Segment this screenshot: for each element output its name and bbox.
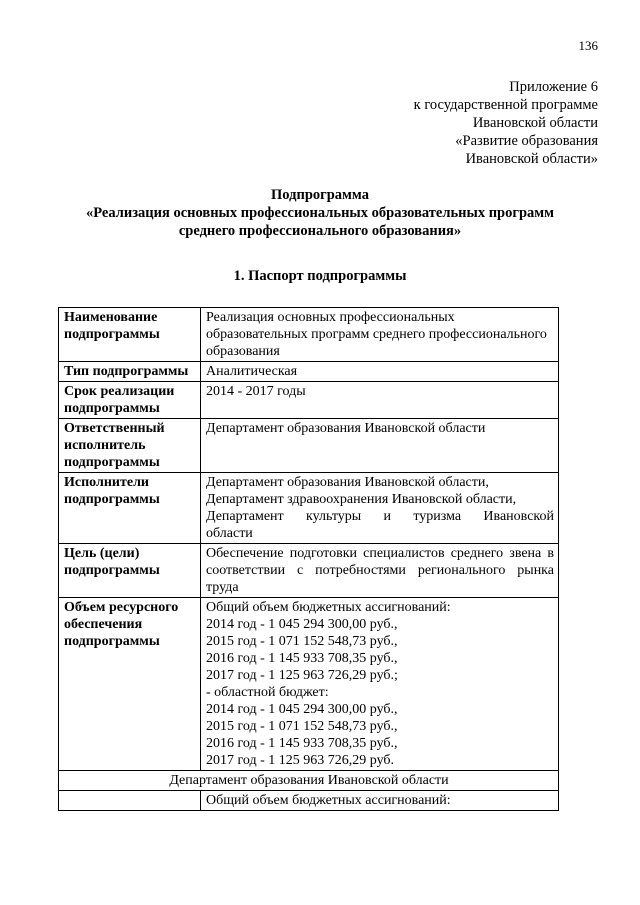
appendix-line: Ивановской области»: [465, 151, 598, 167]
appendix-line: Ивановской области: [472, 115, 598, 131]
value-line: Департамент здравоохранения Ивановской области,: [206, 492, 517, 507]
table-row: [59, 544, 559, 598]
row-value: Общий объем бюджетных ассигнований:: [201, 791, 559, 811]
value-line: Общий объем бюджетных ассигнований:: [206, 600, 451, 615]
table-row: [59, 771, 559, 791]
row-value: [201, 473, 559, 544]
value-line: области: [206, 526, 253, 541]
table-row: [59, 362, 559, 382]
row-value: Департамент образования Ивановской области: [201, 419, 559, 473]
row-label: Исполнители подпрограммы: [59, 473, 201, 544]
row-value: Обеспечение подготовки специалистов среднего звена в соответствии с потребностями регионального рынка труда: [201, 544, 559, 598]
row-value: Аналитическая: [201, 362, 559, 382]
subprogram-name-line: «Реализация основных профессиональных образовательных программ: [85, 205, 555, 221]
subprogram-title: Подпрограмма: [271, 187, 369, 203]
value-line: - областной бюджет:: [206, 685, 329, 700]
passport-heading: 1. Паспорт подпрограммы: [233, 268, 407, 284]
appendix-line: «Развитие образования: [455, 133, 598, 149]
row-label: Тип подпрограммы: [59, 362, 201, 382]
table-row: [59, 598, 559, 771]
value-line: 2016 год - 1 145 933 708,35 руб.,: [206, 736, 398, 751]
value-line: Департамент культуры и туризма Ивановской: [206, 509, 554, 524]
appendix-line: к государственной программе: [413, 97, 598, 113]
value-line: 2014 год - 1 045 294 300,00 руб.,: [206, 617, 398, 632]
value-line: 2015 год - 1 071 152 548,73 руб.,: [206, 719, 398, 734]
row-label: Ответственный исполнитель подпрограммы: [59, 419, 201, 473]
value-line: 2017 год - 1 125 963 726,29 руб.: [206, 753, 395, 768]
value-line: 2015 год - 1 071 152 548,73 руб.,: [206, 634, 398, 649]
appendix-reference: [338, 78, 598, 168]
subprogram-name-line: среднего профессионального образования»: [178, 223, 462, 239]
row-value: [201, 598, 559, 771]
subprogram-title-block: [40, 186, 600, 240]
table-row: [59, 419, 559, 473]
passport-table: [58, 307, 559, 811]
row-value: Реализация основных профессиональных образовательных программ среднего профессионального образования: [201, 308, 559, 362]
table-row: [59, 308, 559, 362]
row-value: 2014 - 2017 годы: [201, 382, 559, 419]
row-label: Наименование подпрограммы: [59, 308, 201, 362]
row-label: Цель (цели) подпрограммы: [59, 544, 201, 598]
department-row: Департамент образования Ивановской области: [59, 771, 559, 791]
table-row: [59, 382, 559, 419]
row-label: Срок реализации подпрограммы: [59, 382, 201, 419]
value-line: 2017 год - 1 125 963 726,29 руб.;: [206, 668, 398, 683]
value-line: 2014 год - 1 045 294 300,00 руб.,: [206, 702, 398, 717]
row-label: Объем ресурсного обеспечения подпрограммы: [59, 598, 201, 771]
table-row: [59, 791, 559, 811]
appendix-line: Приложение 6: [509, 79, 598, 95]
page-number: 136: [578, 38, 598, 53]
value-line: 2016 год - 1 145 933 708,35 руб.,: [206, 651, 398, 666]
row-label-empty: [59, 791, 201, 811]
table-row: [59, 473, 559, 544]
value-line: Департамент образования Ивановской области,: [206, 475, 489, 490]
